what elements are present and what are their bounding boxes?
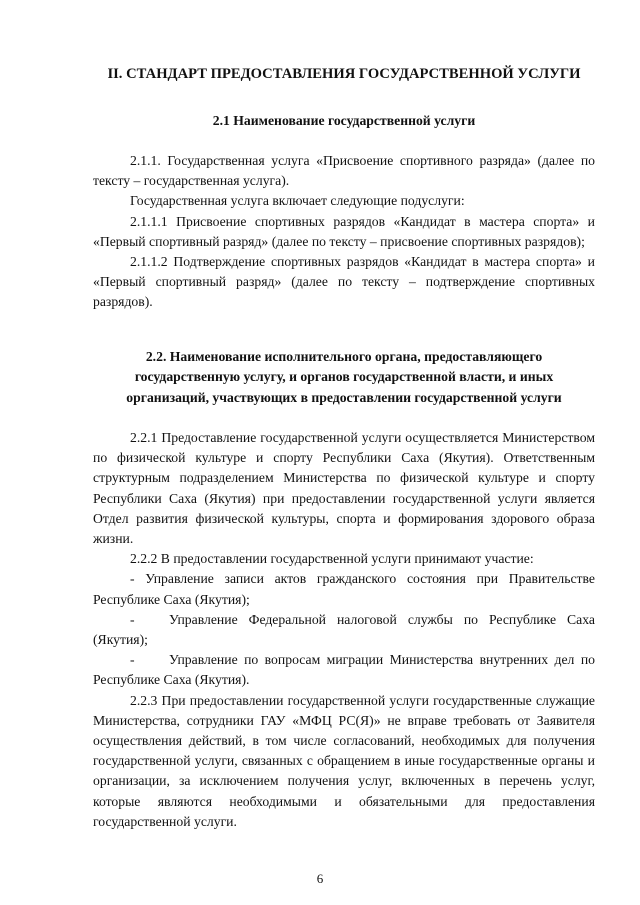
paragraph-2-1-1-2: 2.1.1.2 Подтверждение спортивных разрядов «Кандидат в мастера спорта» и «Первый спортивный разряд» (далее по тексту – подтверждение спортивных разрядов). <box>93 254 595 310</box>
subsection-2-1-body <box>93 151 595 313</box>
subsection-2-2-title-line-2: государственную услугу, и органов государственной власти, и иных <box>134 369 554 385</box>
paragraph-subservices-intro: Государственная услуга включает следующие подуслуги: <box>130 193 465 209</box>
paragraph-2-2-2: 2.2.2 В предоставлении государственной услуги принимают участие: <box>130 551 534 567</box>
subsection-2-2-title-line-3: организаций, участвующих в предоставлении государственной услуги <box>126 389 562 405</box>
list-dash: - <box>130 652 135 668</box>
subsection-2-2-title-line-1: 2.2. Наименование исполнительного органа, предоставляющего <box>145 349 543 364</box>
paragraph-2-1-1-1: 2.1.1.1 Присвоение спортивных разрядов «Кандидат в мастера спорта» и «Первый спортивный разряд» (далее по тексту – присвоение спортивных разрядов); <box>93 213 595 249</box>
subsection-2-2-title <box>93 347 595 408</box>
subsection-2-1-title: 2.1 Наименование государственной услуги <box>212 113 476 128</box>
list-item-migration-text: Управление по вопросам миграции Министерства внутренних дел по Республике Саха (Якутия). <box>93 652 595 688</box>
paragraph-2-2-1: 2.2.1 Предоставление государственной услуги осуществляется Министерством по физической культуре и спорту Республики Саха (Якутия). Ответственным структурным подразделением Министерства по физической культуре и спорту Республики Саха (Якутия) при предоставлении государственной услуги является Отдел развития физической культуры, спорта и формирования здорового образа жизни. <box>93 430 595 547</box>
list-dash: - <box>130 611 135 627</box>
page-number: 6 <box>316 871 324 886</box>
list-item-tax-service-text: Управление Федеральной налоговой службы по Республике Саха (Якутия); <box>93 611 595 648</box>
list-item-migration <box>93 650 595 690</box>
subsection-2-2-body <box>93 428 595 832</box>
paragraph-2-2-3: 2.2.3 При предоставлении государственной услуги государственные служащие Министерства, сотрудники ГАУ «МФЦ РС(Я)» не вправе требовать от Заявителя осуществления действий, в том числе согласований, необходимых для получения государственной услуги, связанных с обращением в иные государственные органы и организации, за исключением получения услуг, включенных в перечень услуг, которые являются необходимыми и обязательными для предоставления государственной услуги. <box>93 692 595 829</box>
list-item-tax-service <box>93 610 595 650</box>
section-title: II. СТАНДАРТ ПРЕДОСТАВЛЕНИЯ ГОСУДАРСТВЕННОЙ УСЛУГИ <box>107 66 581 82</box>
paragraph-2-1-1: 2.1.1. Государственная услуга «Присвоение спортивного разряда» (далее по тексту – государственная услуга). <box>93 153 595 189</box>
list-item-zags: - Управление записи актов гражданского состояния при Правительстве Республике Саха (Якутия); <box>93 571 595 607</box>
